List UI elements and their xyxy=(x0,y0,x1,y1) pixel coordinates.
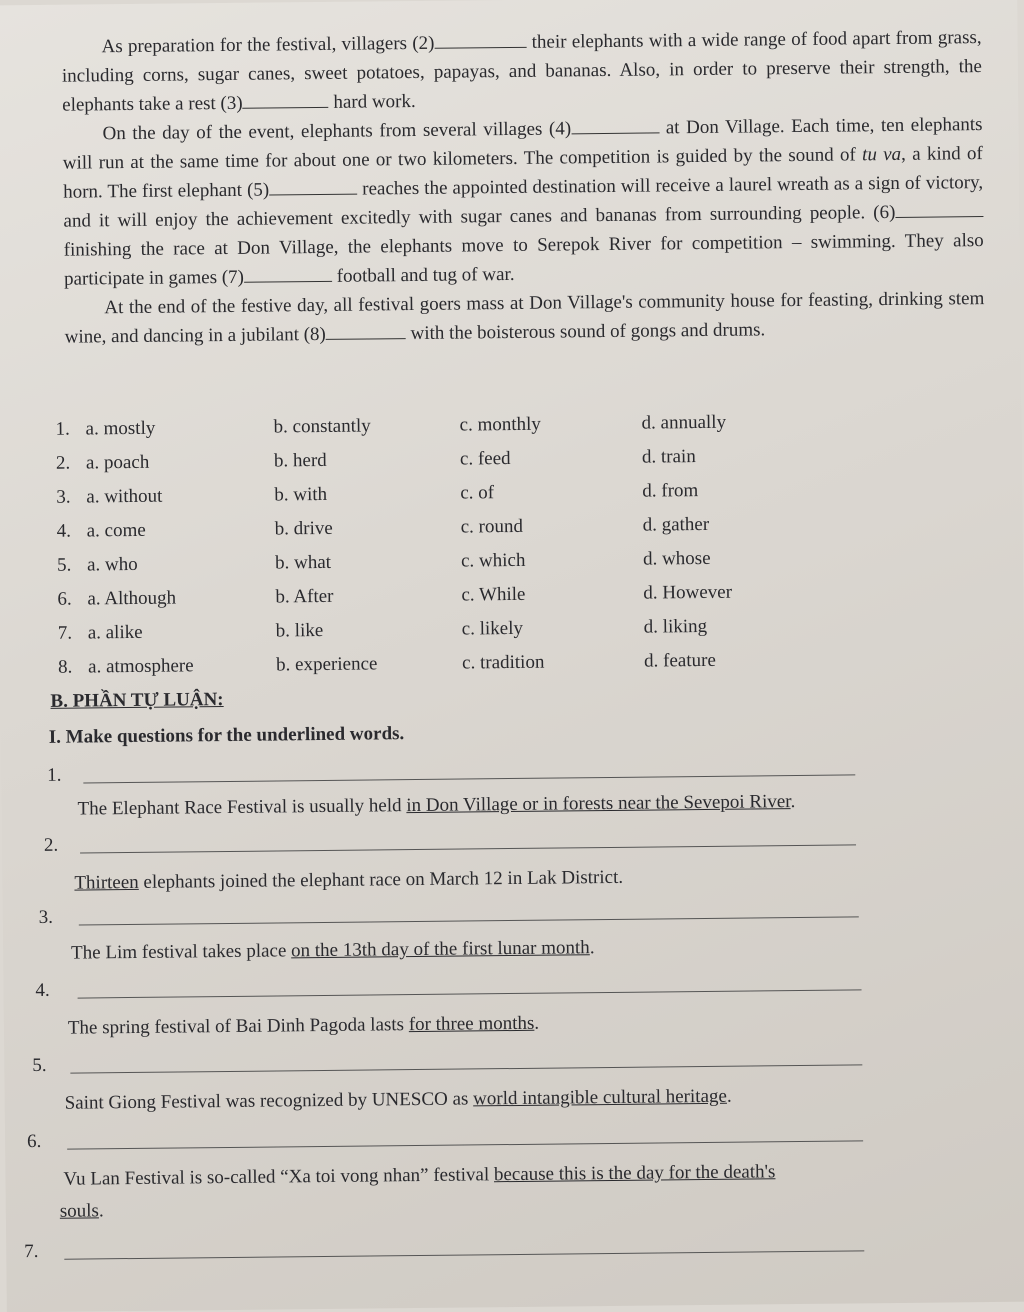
answer-line-2 xyxy=(80,844,856,853)
question-3: 3. The Lim festival takes place on the 13th day of the first lunar month. xyxy=(39,898,870,977)
option-row: 5. a. who b. what c. which d. whose xyxy=(56,547,711,576)
option-row: 3. a. without b. with c. of d. from xyxy=(56,480,699,508)
question-2: 2. Thirteen elephants joined the elephant race on March 12 in Lak District. xyxy=(44,826,865,905)
option-row: 8. a. atmosphere b. experience c. tradition d. feature xyxy=(58,649,716,678)
question-3-text: The Lim festival takes place on the 13th day of the first lunar month. xyxy=(71,937,595,964)
section-b-heading: B. PHẦN TỰ LUẬN: xyxy=(50,689,224,712)
question-5-text: Saint Giong Festival was recognized by UNESCO as world intangible cultural heritage. xyxy=(64,1085,732,1114)
blank-2 xyxy=(434,28,526,49)
question-7: 7. xyxy=(24,1232,884,1281)
reading-passage xyxy=(61,23,984,352)
question-2-text: Thirteen elephants joined the elephant race on March 12 in Lak District. xyxy=(74,866,624,894)
answer-line-5 xyxy=(70,1064,862,1073)
question-4: 4. The spring festival of Bai Dinh Pagoda lasts for three months. xyxy=(35,971,866,1050)
question-6-text-cont: souls. xyxy=(59,1200,104,1222)
option-row: 7. a. alike b. like c. likely d. liking xyxy=(57,615,708,644)
question-6: 6. Vu Lan Festival is so-called “Xa toi vong nhan” festival because this is the day for the death's souls. xyxy=(27,1121,1008,1231)
option-row: 4. a. come b. drive c. round d. gather xyxy=(56,513,710,542)
question-6-text: Vu Lan Festival is so-called “Xa toi vong nhan” festival because this is the day for the death's xyxy=(63,1161,776,1190)
paragraph-1: As preparation for the festival, villagers (2) their elephants with a wide range of food apart from grass, including corns, sugar canes, sweet potatoes, papayas, and bananas. Also, in order to preserve their strength, the elephants take a rest (3) hard work. xyxy=(61,27,982,116)
blank-3 xyxy=(242,88,328,109)
question-5: 5. Saint Giong Festival was recognized by UNESCO as world intangible cultural heritage. xyxy=(32,1046,873,1125)
answer-line-4 xyxy=(78,989,862,998)
answer-line-6 xyxy=(67,1140,863,1149)
paragraph-2: On the day of the event, elephants from several villages (4) at Don Village. Each time, ten elephants will run at the same time for about one or two kilometers. The competition is guided by the sound of tu va, a kind of horn. The first elephant (5) reaches the appointed destination will receive a laurel wreath as a sign of victory, and it will enjoy the achievement excitedly with sugar canes and bananas from surrounding people. (6) finishing the race at Don Village, the elephants move to Serepok River for competition – swimming. They also participate in games (7) football and tug of war. xyxy=(62,114,984,290)
option-row: 1. a. mostly b. constantly c. monthly d. annually xyxy=(55,411,727,440)
answer-line-7 xyxy=(64,1250,864,1259)
blank-5 xyxy=(269,175,357,196)
answer-line-3 xyxy=(79,916,859,925)
question-4-text: The spring festival of Bai Dinh Pagoda lasts for three months. xyxy=(67,1012,540,1039)
section-i-heading: I. Make questions for the underlined words. xyxy=(48,723,405,748)
question-1-text: The Elephant Race Festival is usually held in Don Village or in forests near the Sevepoi River. xyxy=(77,791,796,820)
blank-6 xyxy=(895,197,983,218)
option-row: 6. a. Although b. After c. While d. However xyxy=(57,581,733,610)
blank-4 xyxy=(571,113,659,134)
paragraph-3: At the end of the festive day, all festival goers mass at Don Village's community house for feasting, drinking stem wine, and dancing in a jubilant (8) with the boisterous sound of gongs and drums. xyxy=(64,288,985,348)
answer-line-1 xyxy=(83,774,855,783)
option-row: 2. a. poach b. herd c. feed d. train xyxy=(55,446,696,474)
blank-7 xyxy=(244,262,332,283)
blank-8 xyxy=(326,319,406,340)
options-table xyxy=(55,405,818,685)
question-1: 1. The Elephant Race Festival is usually held in Don Village or in forests near the Sevepoi River. xyxy=(47,756,868,835)
